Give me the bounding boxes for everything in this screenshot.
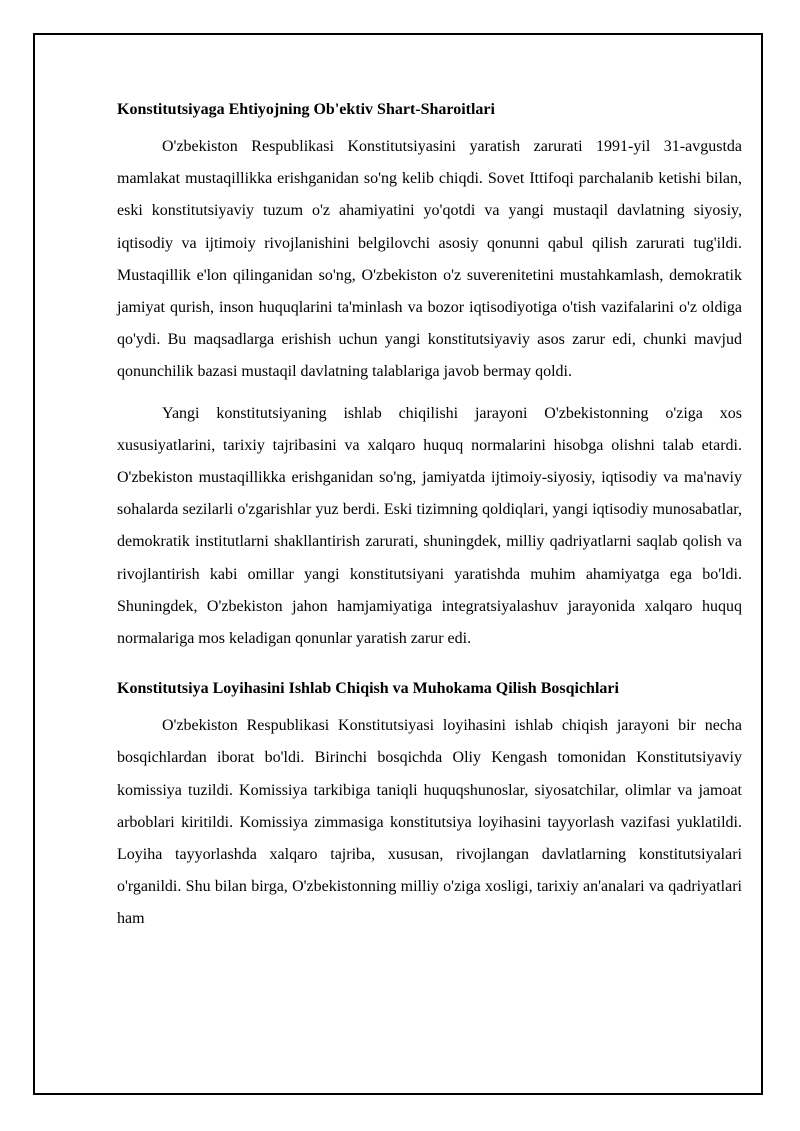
section-heading-2: Konstitutsiya Loyihasini Ishlab Chiqish va Muhokama Qilish Bosqichlari — [117, 680, 619, 698]
paragraph-2: Yangi konstitutsiyaning ishlab chiqilishi jarayoni O'zbekistonning o'ziga xos xususiyatlarini, tarixiy tajribasini va xalqaro huquq normalarini hisobga olishni talab etardi. O'zbekiston mustaqillikka erishganidan so'ng, jamiyatda ijtimoiy-siyosiy, iqtisodiy va ma'naviy sohalarda sezilarli o'zgarishlar yuz berdi. Eski tizimning qoldiqlari, yangi iqtisodiy munosabatlar, demokratik institutlarni shakllantirish zarurati, shuningdek, milliy qadriyatlarni saqlab qolish va rivojlantirish kabi omillar yangi konstitutsiyani yaratishda muhim ahamiyatga ega bo'ldi. Shuningdek, O'zbekiston jahon hamjamiyatiga integratsiyalashuv jarayonida xalqaro huquq normalariga mos keladigan qonunlar yaratish zarur edi. — [117, 404, 742, 648]
document-body — [117, 98, 742, 936]
paragraph-3: O'zbekiston Respublikasi Konstitutsiyasi loyihasini ishlab chiqish jarayoni bir necha bosqichlardan iborat bo'ldi. Birinchi bosqichda Oliy Kengash tomonidan Konstitutsiyaviy komissiya tuzildi. Komissiya tarkibiga taniqli huquqshunoslar, siyosatchilar, olimlar va jamoat arboblari kiritildi. Komissiya zimmasiga konstitutsiya loyihasini tayyorlash vazifasi yuklatildi. Loyiha tayyorlashda xalqaro tajriba, xususan, rivojlangan davlatlarning konstitutsiyalari o'rganildi. Shu bilan birga, O'zbekistonning milliy o'ziga xosligi, tarixiy an'analari va qadriyatlari ham — [117, 717, 742, 928]
section-heading-1: Konstitutsiyaga Ehtiyojning Ob'ektiv Shart-Sharoitlari — [117, 101, 495, 118]
paragraph-1: O'zbekiston Respublikasi Konstitutsiyasini yaratish zarurati 1991-yil 31-avgustda mamlakat mustaqillikka erishganidan so'ng kelib chiqdi. Sovet Ittifoqi parchalanib ketishi bilan, eski konstitutsiyaviy tuzum o'z ahamiyatini yo'qotdi va yangi mustaqil davlatning siyosiy, iqtisodiy va ijtimoiy rivojlanishini belgilovchi asosiy qonunni qabul qilish zarurati tug'ildi. Mustaqillik e'lon qilinganidan so'ng, O'zbekiston o'z suverenitetini mustahkamlash, demokratik jamiyat qurish, inson huquqlarini ta'minlash va bozor iqtisodiyotiga o'tish vazifalarini o'z oldiga qo'ydi. Bu maqsadlarga erishish uchun yangi konstitutsiyaviy asos zarur edi, chunki mavjud qonunchilik bazasi mustaqil davlatning talablariga javob bermay qoldi. — [117, 138, 742, 381]
